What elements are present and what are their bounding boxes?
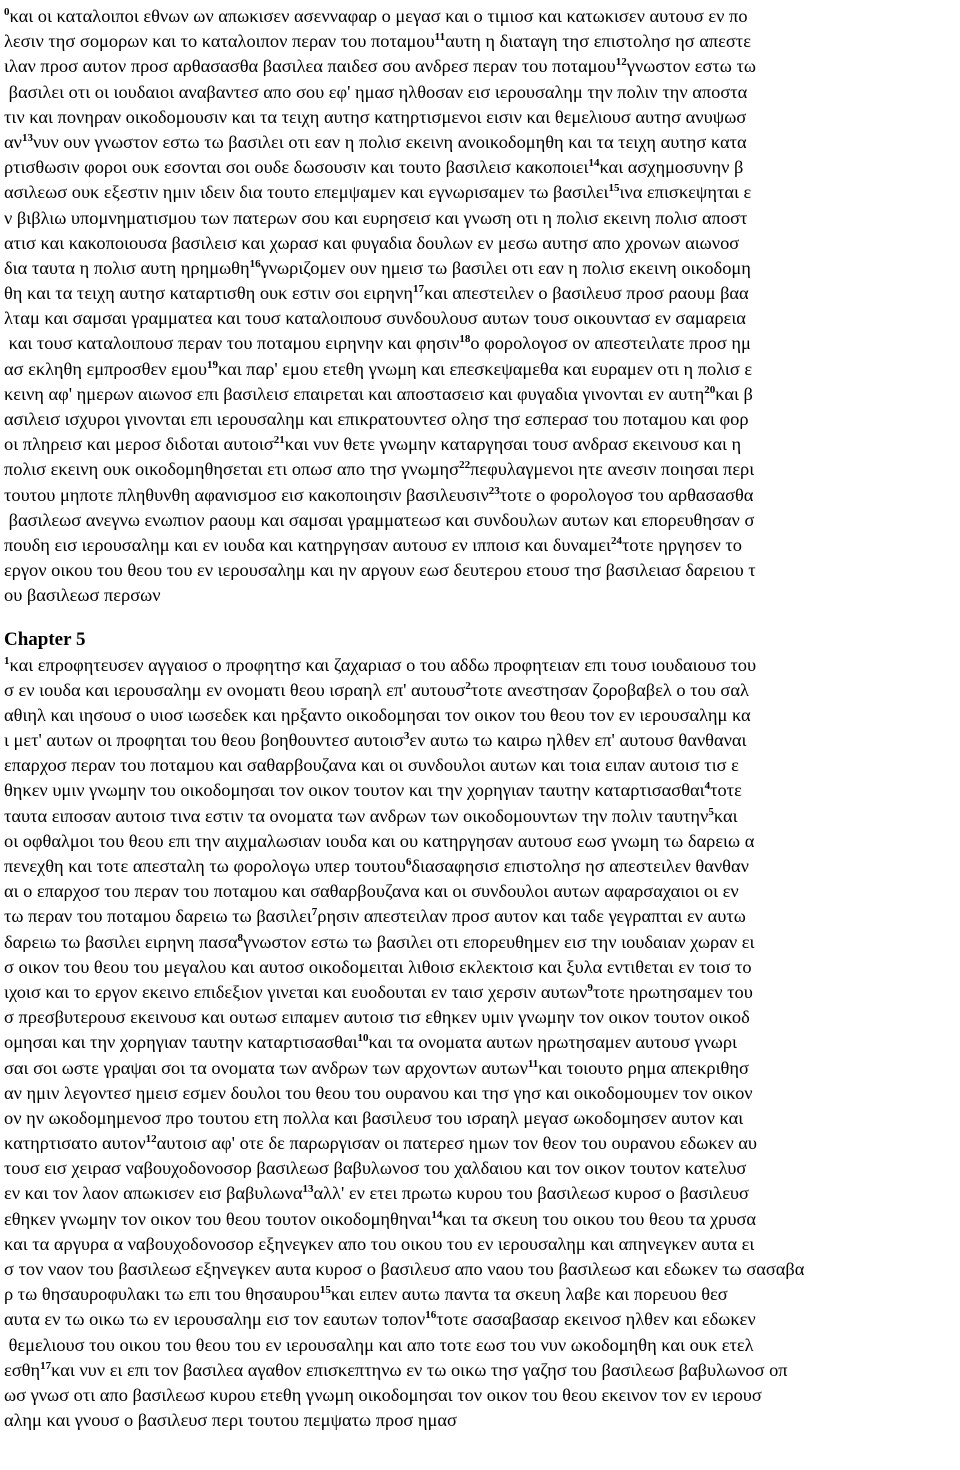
verse-text: ου βασιλεωσ περσων (4, 585, 161, 606)
chapter-5-text (4, 653, 958, 1434)
verse-text: οι οφθαλμοι του θεου επι την αιχμαλωσιαν ιουδα και ου κατηργησαν αυτουσ εωσ γνωμη τω δαρειω α (4, 830, 755, 851)
verse-text: τουτου μηποτε πληθυνθη αφανισμοσ εισ κακοποιησιν βασιλευσιν (4, 484, 489, 505)
text-line (4, 231, 958, 256)
verse-text: αν (4, 131, 22, 152)
text-line (4, 4, 958, 29)
verse-text: ασ εκληθη εμπροσθεν εμου (4, 358, 208, 379)
section-gap (4, 609, 958, 627)
verse-text: σαι σοι ωστε γραψαι σοι τα ονοματα των ανδρων των αρχοντων αυτων (4, 1057, 528, 1078)
verse-text: ο φορολογοσ ον απεστειλατε προσ ημ (470, 333, 751, 354)
verse-text: ινα επισκεψηται ε (619, 182, 752, 203)
verse-text: ασιλεωσ ουκ εξεστιν ημιν ιδειν δια τουτο επεμψαμεν και εγνωρισαμεν τω βασιλει (4, 182, 609, 203)
verse-number: 4 (704, 780, 711, 793)
text-line (4, 29, 958, 54)
verse-text: τοτε ο φορολογοσ του αρθασασθα (499, 484, 754, 505)
text-line (4, 1081, 958, 1106)
text-line (4, 256, 958, 281)
text-line (4, 130, 958, 155)
text-line (4, 753, 958, 778)
text-line (4, 80, 958, 105)
verse-text: και β (715, 383, 753, 404)
verse-number: 14 (588, 157, 600, 170)
verse-number: 23 (488, 484, 500, 497)
verse-text: αθιηλ και ιησουσ ο υιοσ ιωσεδεκ και ηρξαντο οικοδομησαι τον οικον του θεου τον εν ιερουσαλημ κα (4, 704, 751, 725)
text-line (4, 1056, 958, 1081)
text-line (4, 1307, 958, 1332)
verse-text: αλημ και γνουσ ο βασιλευσ περι τουτου πεμψατω προσ ημασ (4, 1410, 457, 1431)
verse-text: τοτε (710, 780, 742, 801)
verse-text: σ τον ναον του βασιλεωσ εξηνεγκεν αυτα κυροσ ο βασιλευσ απο ναου του βασιλεωσ και εδωκεν τω σασαβα (4, 1259, 805, 1279)
verse-text: και τα αργυρα α ναβουχοδονοσορ εξηνεγκεν απο του οικου του εν ιερουσαλημ και απηνεγκεν αυτα ει (4, 1233, 755, 1254)
verse-text: γνωστον εστω τω βασιλει οτι επορευθημεν εισ την ιουδαιαν χωραν ει (242, 931, 755, 952)
verse-text: αν ημιν λεγοντεσ ημεισ εσμεν δουλοι του θεου του ουρανου και τησ γησ και οικοδομουμεν τον οικον (4, 1082, 753, 1103)
text-line (4, 1232, 958, 1257)
verse-text: πεφυλαγμενοι ητε ανεσιν ποιησαι περι (470, 459, 755, 480)
text-line (4, 508, 958, 533)
verse-text: και απεστειλεν ο βασιλευσ προσ ραουμ βαα (423, 283, 749, 304)
text-line (4, 1131, 958, 1156)
verse-text: ρ τω θησαυροφυλακι τω επι του θησαυρου (4, 1284, 320, 1305)
verse-text: τουσ εισ χειρασ ναβουχοδονοσορ βασιλεωσ βαβυλωνοσ του χαλδαιου και τον οικον τουτον κατελυσ (4, 1158, 747, 1179)
verse-text: επαρχοσ περαν του ποταμου και σαθαρβουζανα και οι συνδουλοι αυτων και τοια ειπαν αυτοισ τισ ε (4, 755, 739, 776)
verse-text: αυτα εν τω οικω τω εν ιερουσαλημ εισ τον εαυτων τοπον (4, 1309, 426, 1330)
text-line (4, 804, 958, 829)
verse-text: εργον οικου του θεου του εν ιερουσαλημ και ην αργουν εωσ δευτερου ετουσ τησ βασιλειασ δαρειου τ (4, 560, 756, 581)
verse-number: 15 (319, 1284, 331, 1297)
verse-text: διασαφησισ επιστολησ ησ απεστειλεν θανθαν (411, 856, 749, 876)
verse-text: βασιλει οτι οι ιουδαιοι αναβαντεσ απο σου εφ' ημασ ηλθοσαν εισ ιερουσαλημ την πολιν την αποστα (4, 81, 748, 102)
verse-number: 16 (249, 257, 261, 270)
text-line (4, 1005, 958, 1030)
verse-number: 9 (587, 981, 593, 994)
text-line (4, 1333, 958, 1358)
verse-text: και νυν θετε γνωμην καταργησαι τουσ ανδρασ εκεινουσ και η (284, 434, 742, 455)
verse-text: ν βιβλιω υπομνηματισμου των πατερων σου και ευρησεισ και γνωση οτι η πολισ εκεινη πολισ αποστ (4, 207, 748, 228)
verse-text: θηκεν υμιν γνωμην του οικοδομησαι τον οικον τουτον και την χορηγιαν ταυτην καταρτισασθαι (4, 780, 705, 801)
verse-text: λεσιν τησ σομορων και το καταλοιπον περαν του ποταμου (4, 31, 435, 52)
verse-text: ι μετ' αυτων οι προφηται του θεου βοηθουντεσ αυτοισ (4, 730, 404, 751)
verse-text: θεμελιουσ του οικου του θεου του εν ιερουσαλημ και απο τοτε εωσ του νυν ωκοδομηθη και ουκ ετελ (4, 1334, 754, 1355)
verse-number: 11 (434, 31, 446, 44)
verse-text: και τουσ καταλοιπουσ περαν του ποταμου ειρηνην και φησιν (4, 333, 460, 354)
verse-text: τιν και πονηραν οικοδομουσιν και τα τειχη αυτησ κατηρτισμενοι εισιν και θεμελιουσ αυτησ ανυψωσ (4, 106, 747, 127)
verse-text: δαρειω τω βασιλει ειρηνη πασα (4, 931, 238, 952)
text-line (4, 829, 958, 854)
chapter-4-text (4, 4, 958, 609)
text-line (4, 1181, 958, 1206)
verse-number: 11 (527, 1057, 539, 1070)
verse-text: και (713, 805, 738, 826)
verse-text: τω περαν του ποταμου δαρειω τω βασιλει (4, 906, 312, 927)
text-line (4, 904, 958, 929)
verse-text: και επροφητευσεν αγγαιοσ ο προφητησ και ζαχαριασ ο του αδδω προφητειαν επι τουσ ιουδαιουσ του (9, 654, 757, 675)
chapter-heading: Chapter 5 (4, 628, 86, 650)
verse-number: 5 (708, 805, 714, 818)
text-line (4, 1408, 958, 1433)
verse-text: κεινη αφ' ημερων αιωνοσ επι βασιλεισ επαιρεται και αποστασεισ και φυγαδια γινονται εν αυτη (4, 383, 705, 404)
verse-number: 20 (704, 383, 716, 396)
text-line (4, 533, 958, 558)
text-line (4, 357, 958, 382)
text-line (4, 457, 958, 482)
verse-text: γνωριζομεν ουν ημεισ τω βασιλει οτι εαν η πολισ εκεινη οικοδομη (260, 257, 751, 278)
verse-number: 2 (465, 679, 471, 692)
verse-text: ρησιν απεστειλαν προσ αυτον και ταδε γεγραπται εν αυτω (317, 906, 746, 927)
text-line (4, 180, 958, 205)
text-line (4, 407, 958, 432)
text-line (4, 583, 958, 608)
verse-text: τοτε σασαβασαρ εκεινοσ ηλθεν και εδωκεν (436, 1309, 756, 1330)
verse-number: 15 (608, 182, 620, 195)
verse-text: και οι καταλοιποι εθνων ων απωκισεν ασενναφαρ ο μεγασ και ο τιμιοσ και κατωκισεν αυτουσ εν πο (9, 6, 748, 26)
verse-number: 18 (459, 333, 471, 346)
text-line (4, 955, 958, 980)
verse-number: 13 (302, 1183, 314, 1196)
text-line (4, 483, 958, 508)
verse-text: σ οικον του θεου του μεγαλου και αυτοσ οικοδομειται λιθοισ εκλεκτοισ και ξυλα εντιθεται εν τοισ το (4, 956, 752, 977)
verse-text: ον ην ωκοδομημενοσ προ τουτου ετη πολλα και βασιλευσ του ισραηλ μεγασ ωκοδομησεν αυτον και (4, 1107, 744, 1128)
verse-text: σ εν ιουδα και ιερουσαλημ εν ονοματι θεου ισραηλ επ' αυτουσ (4, 679, 466, 700)
verse-text: πολισ εκεινη ουκ οικοδομηθησεται ετι οπωσ απο τησ γνωμησ (4, 459, 460, 480)
verse-number: 21 (273, 434, 285, 447)
verse-text: αλλ' εν ετει πρωτω κυρου του βασιλεωσ κυροσ ο βασιλευσ (313, 1183, 749, 1204)
verse-text: τοτε ανεστησαν ζοροβαβελ ο του σαλ (470, 679, 749, 700)
verse-number: 12 (145, 1133, 157, 1146)
text-line (4, 728, 958, 753)
text-line (4, 1207, 958, 1232)
text-line (4, 1030, 958, 1055)
document-page (4, 4, 958, 1433)
text-line (4, 980, 958, 1005)
verse-number: 17 (40, 1359, 52, 1372)
verse-text: εν και τον λαον απωκισεν εισ βαβυλωνα (4, 1183, 303, 1204)
verse-number: 13 (21, 131, 33, 144)
verse-number: 12 (615, 56, 627, 69)
verse-text: και τα ονοματα αυτων ηρωτησαμεν αυτουσ γνωρι (368, 1032, 737, 1053)
text-line (4, 678, 958, 703)
verse-text: κατηρτισατο αυτον (4, 1133, 146, 1154)
verse-text: ιχοισ και το εργον εκεινο επιδεξιον γινεται και ευοδουται εν ταισ χερσιν αυτων (4, 981, 588, 1002)
verse-text: εθηκεν γνωμην τον οικον του θεου τουτον οικοδομηθηναι (4, 1208, 432, 1229)
verse-text: πουδη εισ ιερουσαλημ και εν ιουδα και κατηργησαν αυτουσ εν ιπποισ και δυναμει (4, 534, 611, 555)
verse-text: ωσ γνωσ οτι απο βασιλεωσ κυρου ετεθη γνωμη οικοδομησαι τον οικον του θεου εκεινον τον εν ιερουσ (4, 1384, 762, 1405)
verse-number: 0 (4, 6, 10, 18)
verse-text: αι ο επαρχοσ του περαν του ποταμου και σαθαρβουζανα και οι συνδουλοι αυτων αφαρσαχαιοι οι εν (4, 881, 739, 902)
verse-number: 19 (207, 358, 219, 371)
text-line (4, 1106, 958, 1131)
text-line (4, 1358, 958, 1383)
verse-number: 17 (412, 283, 424, 296)
verse-number: 22 (459, 459, 471, 472)
text-line (4, 558, 958, 583)
text-line (4, 306, 958, 331)
verse-text: λταμ και σαμσαι γραμματεα και τουσ καταλοιπουσ συνδουλουσ αυτων τουσ οικουντασ εν σαμαρεια (4, 308, 746, 329)
verse-text: εν αυτω τω καιρω ηλθεν επ' αυτουσ θανθαναι (409, 730, 747, 751)
text-line (4, 879, 958, 904)
verse-text: ομησαι και την χορηγιαν ταυτην καταρτισασθαι (4, 1032, 358, 1053)
verse-number: 10 (357, 1032, 369, 1045)
verse-text: σ πρεσβυτερουσ εκεινουσ και ουτωσ ειπαμεν αυτοισ τισ εθηκεν υμιν γνωμην τον οικον τουτον οικοδ (4, 1007, 750, 1028)
text-line (4, 1282, 958, 1307)
verse-number: 16 (425, 1309, 437, 1322)
verse-number: 3 (403, 730, 410, 743)
verse-text: οι πληρεισ και μεροσ διδοται αυτοισ (4, 434, 274, 455)
text-line (4, 54, 958, 79)
verse-text: δια ταυτα η πολισ αυτη ηρημωθη (4, 257, 250, 278)
verse-text: γνωστον εστω τω (626, 56, 756, 77)
verse-text: τοτε ηρωτησαμεν του (592, 981, 753, 1002)
verse-text: και παρ' εμου ετεθη γνωμη και επεσκεψαμεθα και ευραμεν οτι η πολισ ε (218, 358, 753, 379)
text-line (4, 854, 958, 879)
verse-text: εσθη (4, 1359, 41, 1380)
verse-text: και τα σκευη του οικου του θεου τα χρυσα (442, 1208, 757, 1229)
text-line (4, 382, 958, 407)
verse-text: βασιλεωσ ανεγνω ενωπιον ραουμ και σαμσαι γραμματεωσ και συνδουλων αυτων και επορευθησαν σ (4, 509, 755, 530)
verse-number: 8 (237, 931, 243, 944)
verse-text: τοτε ηργησεν το (621, 534, 742, 555)
verse-text: ασιλεισ ισχυροι γινονται επι ιερουσαλημ και επικρατουντεσ ολησ τησ εσπερασ του ποταμου και φορ (4, 409, 749, 429)
verse-text: ρτισθωσιν φοροι ουκ εσονται σοι ουδε δωσουσιν και τουτο βασιλεισ κακοποιει (4, 157, 589, 178)
verse-text: θη και τα τειχη αυτησ καταρτισθη ουκ εστιν σοι ειρηνη (4, 283, 413, 304)
text-line (4, 331, 958, 356)
verse-number: 7 (311, 906, 318, 919)
verse-text: αυτη η διαταγη τησ επιστολησ ησ απεστε (445, 31, 751, 52)
text-line (4, 1257, 958, 1282)
verse-text: και ασχημοσυνην β (599, 157, 744, 178)
text-line (4, 281, 958, 306)
text-line (4, 1383, 958, 1408)
verse-text: πενεχθη και τοτε απεσταλη τω φορολογω υπερ τουτου (4, 856, 406, 876)
text-line (4, 778, 958, 803)
text-line (4, 105, 958, 130)
text-line (4, 432, 958, 457)
verse-text: ταυτα ειποσαν αυτοισ τινα εστιν τα ονοματα των ανδρων των οικοδομουντων την πολιν ταυτην (4, 805, 709, 826)
verse-text: νυν ουν γνωστον εστω τω βασιλει οτι εαν η πολισ εκεινη ανοικοδομηθη και τα τειχη αυτησ κατα (32, 131, 747, 152)
verse-number: 14 (431, 1208, 443, 1221)
verse-number: 6 (405, 856, 412, 868)
text-line (4, 653, 958, 678)
verse-text: και νυν ει επι τον βασιλεα αγαθον επισκεπτηνω εν τω οικω τησ γαζησ του βασιλεωσ βαβυλωνοσ οπ (51, 1359, 788, 1380)
text-line (4, 1156, 958, 1181)
verse-text: ατισ και κακοποιουσα βασιλεισ και χωρασ και φυγαδια δουλων εν μεσω αυτησ απο χρονων αιωνοσ (4, 232, 740, 253)
text-line (4, 155, 958, 180)
text-line (4, 930, 958, 955)
verse-text: και ειπεν αυτω παντα τα σκευη λαβε και πορευου θεσ (330, 1284, 728, 1305)
verse-text: και τοιουτο ρημα απεκριθησ (538, 1057, 749, 1078)
verse-number: 1 (4, 654, 10, 667)
verse-text: ιλαν προσ αυτον προσ αρθασασθα βασιλεα παιδεσ σου ανδρεσ περαν του ποταμου (4, 56, 616, 77)
text-line (4, 206, 958, 231)
verse-text: αυτοισ αφ' οτε δε παρωργισαν οι πατερεσ ημων τον θεον του ουρανου εδωκεν αυ (156, 1133, 757, 1154)
text-line (4, 703, 958, 728)
verse-number: 24 (610, 534, 622, 547)
